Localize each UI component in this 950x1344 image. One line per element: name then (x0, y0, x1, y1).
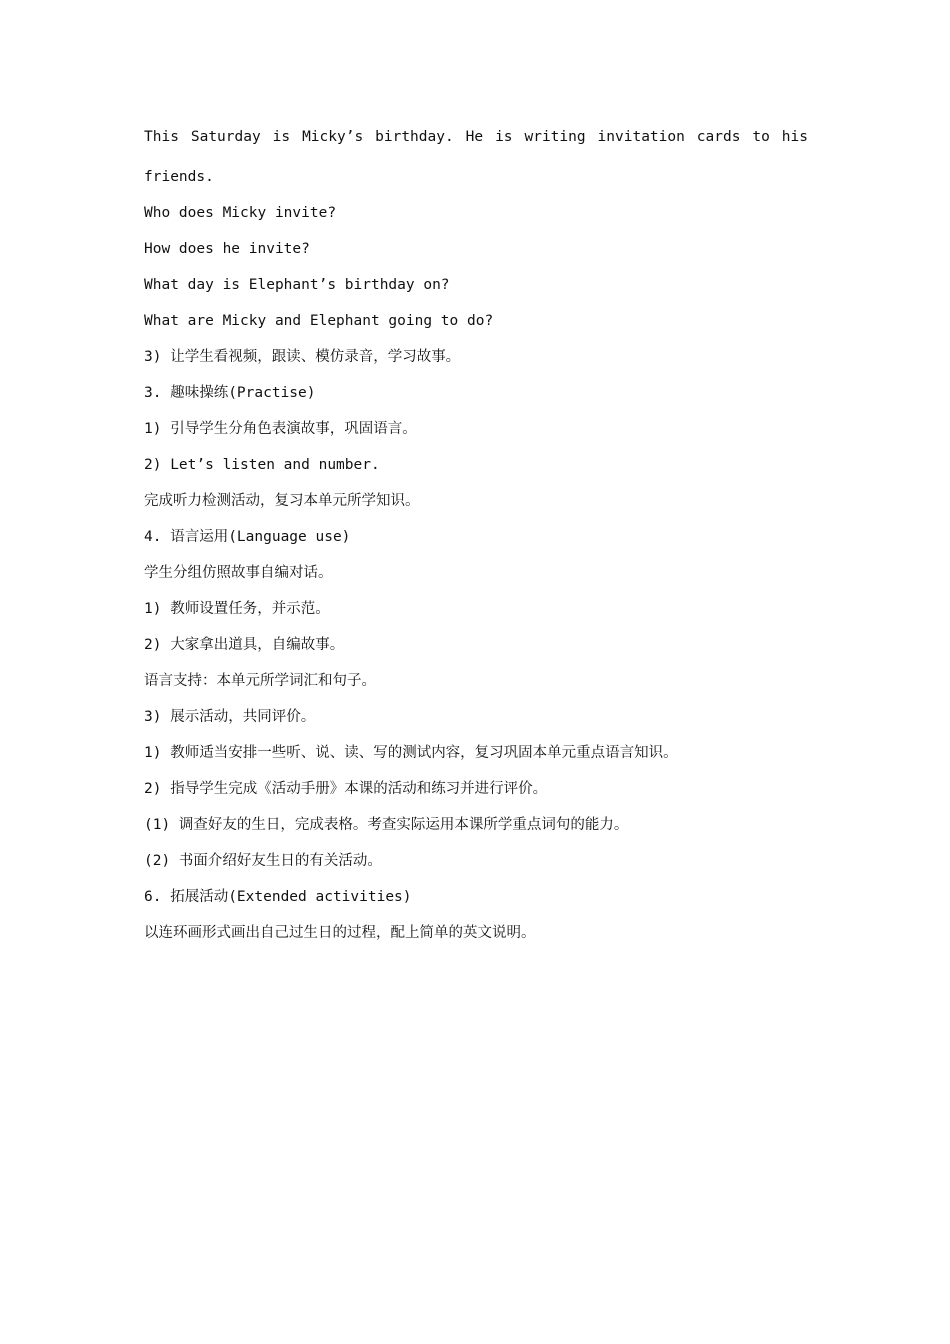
step-activity-book: 2) 指导学生完成《活动手册》本课的活动和练习并进行评价。 (144, 781, 548, 797)
step-role-play: 1) 引导学生分角色表演故事，巩固语言。 (144, 421, 417, 437)
step-video-reading: 3) 让学生看视频，跟读、模仿录音，学习故事。 (144, 349, 461, 365)
intro-paragraph-tail: friends. (144, 169, 214, 185)
document-body (144, 126, 808, 958)
text-language-support: 语言支持：本单元所学词汇和句子。 (144, 673, 376, 689)
text-listening-activity: 完成听力检测活动，复习本单元所学知识。 (144, 493, 420, 509)
text-group-dialogue: 学生分组仿照故事自编对话。 (144, 565, 333, 581)
step-props-story: 2) 大家拿出道具，自编故事。 (144, 637, 345, 653)
section-heading-practise: 3. 趣味操练(Practise) (144, 385, 316, 401)
question-line: What are Micky and Elephant going to do? (144, 313, 494, 329)
question-line: What day is Elephant’s birthday on? (144, 277, 450, 293)
step-test-content: 1) 教师适当安排一些听、说、读、写的测试内容，复习巩固本单元重点语言知识。 (144, 745, 678, 761)
step-show-evaluate: 3) 展示活动，共同评价。 (144, 709, 316, 725)
step-teacher-task: 1) 教师设置任务，并示范。 (144, 601, 330, 617)
section-heading-extended: 6. 拓展活动(Extended activities) (144, 889, 412, 905)
question-line: Who does Micky invite? (144, 205, 337, 221)
section-heading-language-use: 4. 语言运用(Language use) (144, 529, 351, 545)
question-line: How does he invite? (144, 241, 310, 257)
intro-paragraph-line: This Saturday is Micky’s birthday. He is writing invitation cards to his (144, 129, 808, 145)
sub-step-survey: (1) 调查好友的生日，完成表格。考查实际运用本课所学重点词句的能力。 (144, 817, 629, 833)
step-listen-number: 2) Let’s listen and number. (144, 457, 380, 473)
sub-step-written-intro: (2) 书面介绍好友生日的有关活动。 (144, 853, 382, 869)
text-comic-drawing: 以连环画形式画出自己过生日的过程，配上简单的英文说明。 (144, 925, 536, 941)
